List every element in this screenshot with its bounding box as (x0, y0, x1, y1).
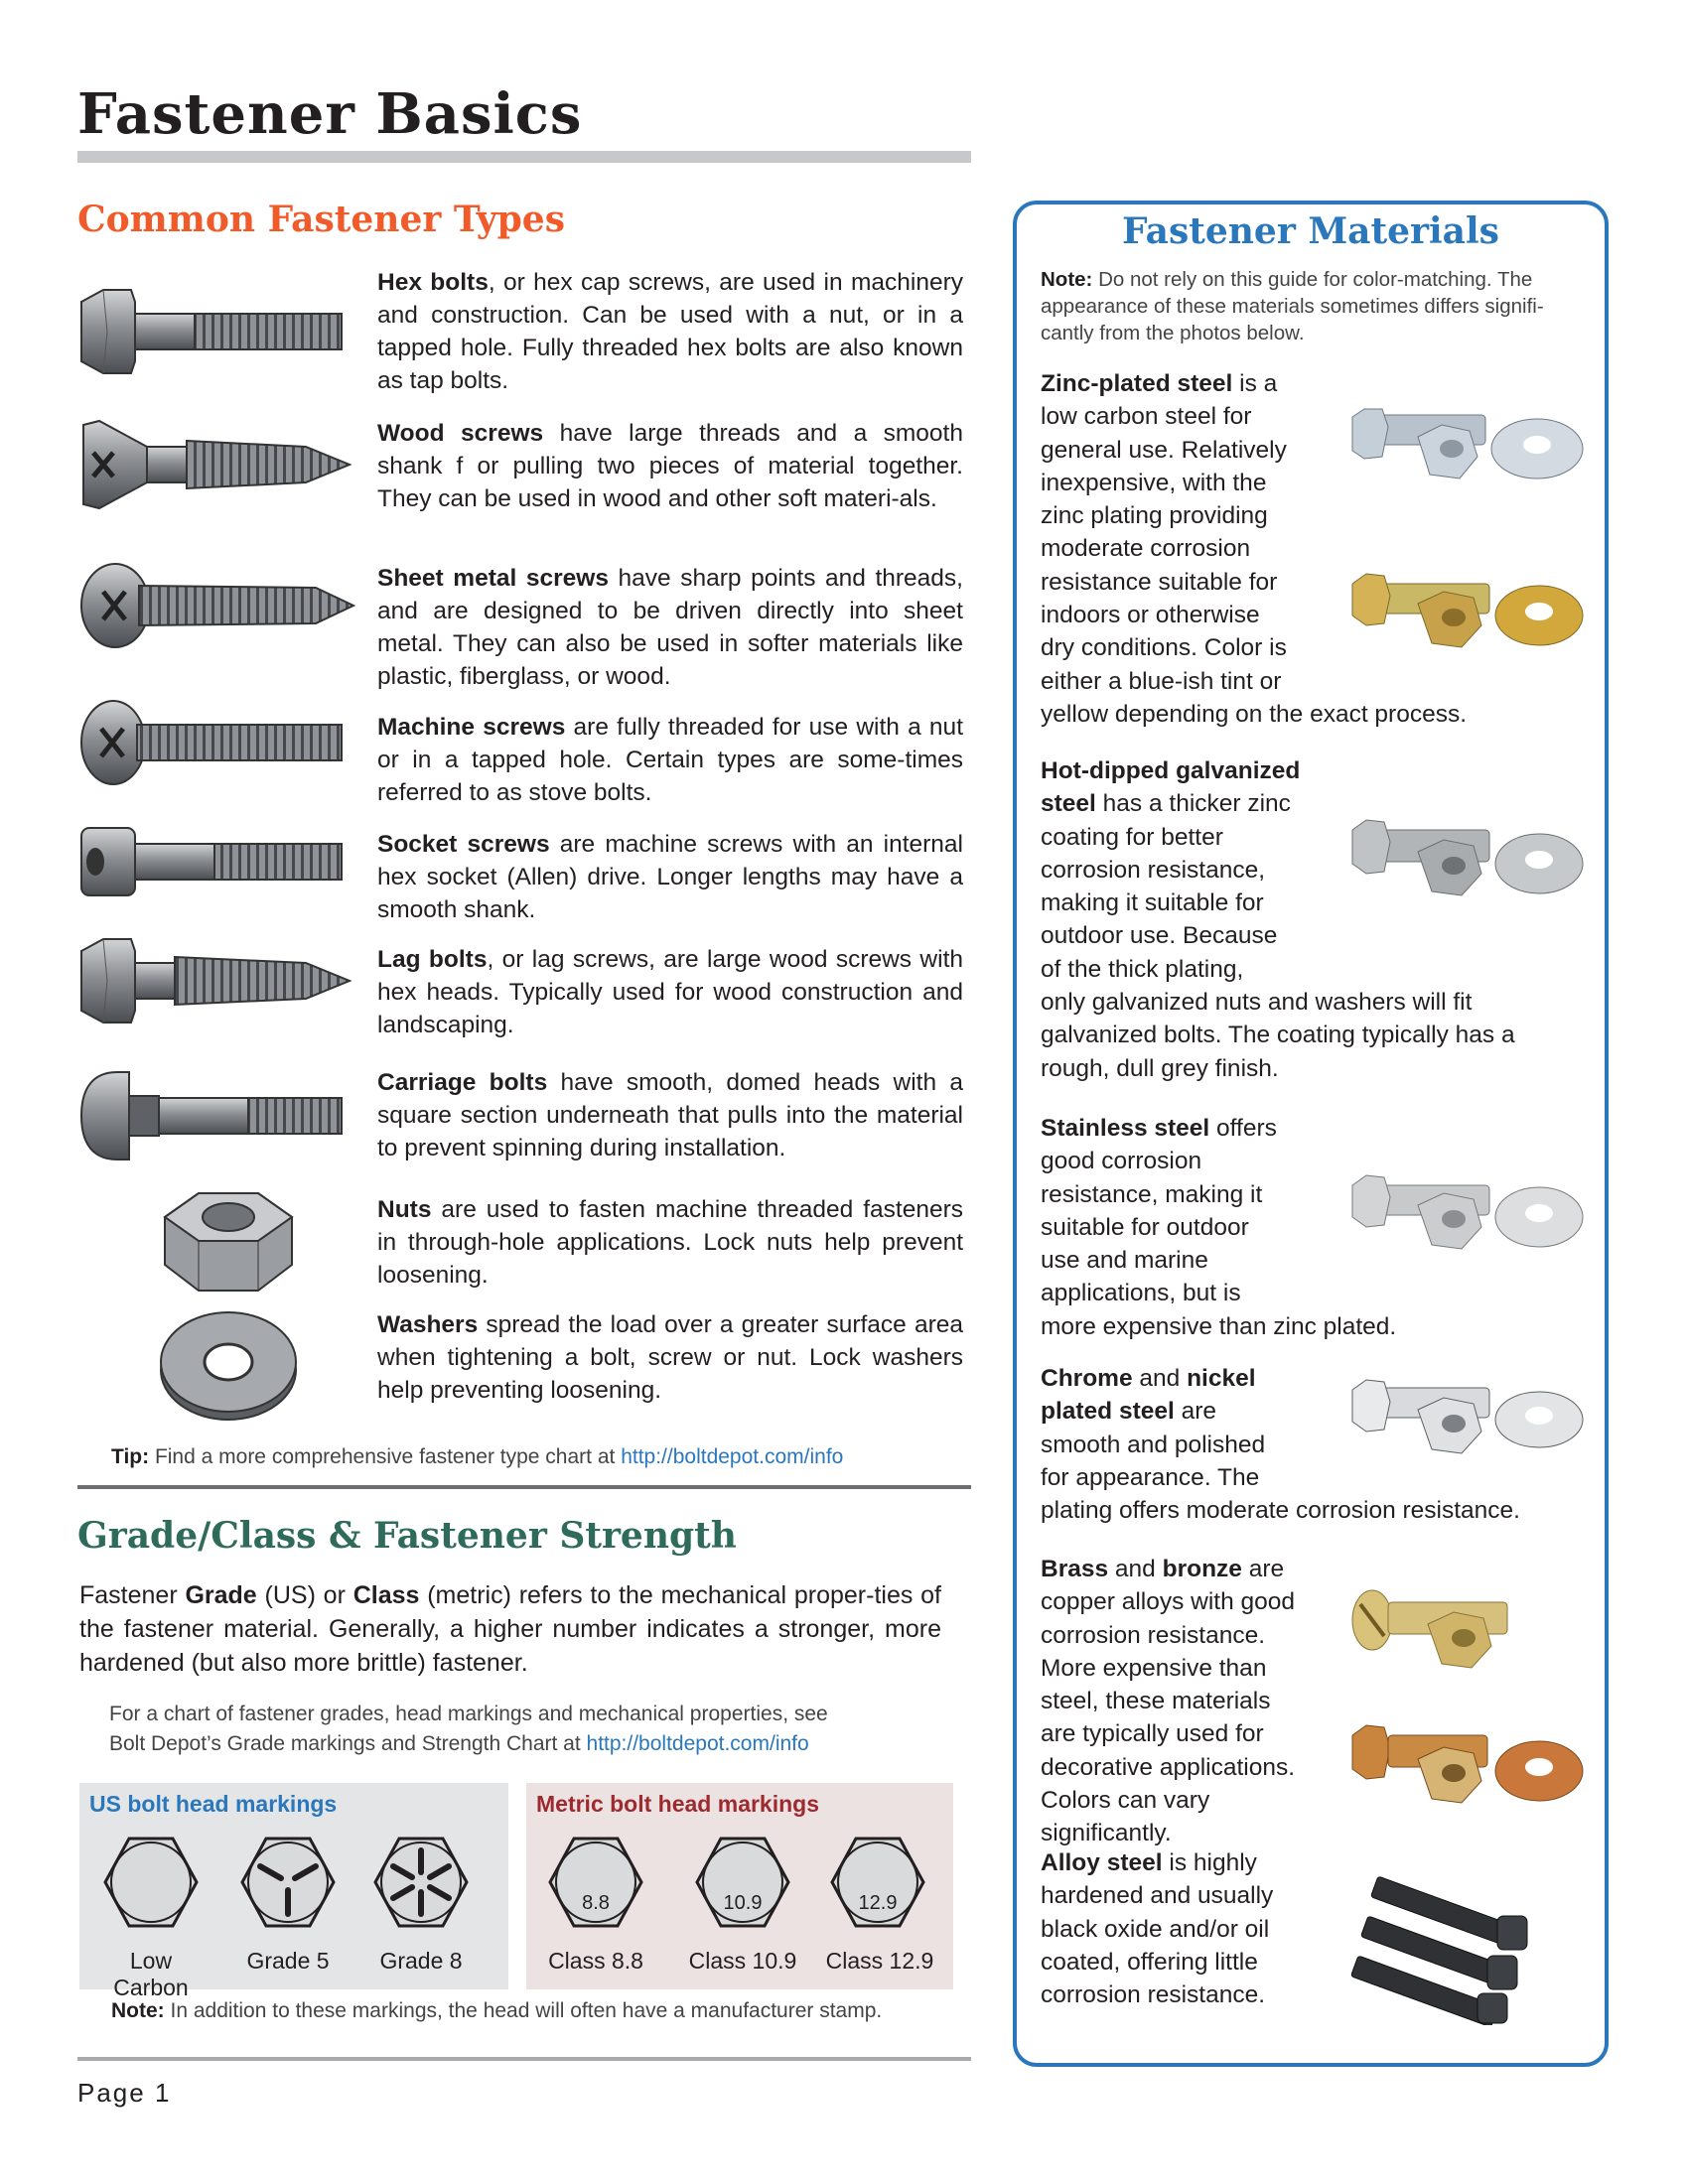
head-note: Note: In addition to these markings, the head will often have a manufacturer stamp. (111, 1999, 883, 2022)
tip-link[interactable]: http://boltdepot.com/info (621, 1445, 844, 1468)
us-label: Grade 5 (246, 1948, 330, 1974)
machine-screw-desc: Machine screws are fully threaded for use with a nut or in a tapped hole. Certain types are some-times referred to as stove bolts. (377, 714, 963, 806)
class-10-9-head-icon (695, 1835, 790, 1930)
type-name: Machine screws (377, 714, 566, 741)
washers-desc: Washers spread the load over a greater surface area when tightening a bolt, screw or nut. Lock washers help preventing loosening. (377, 1311, 963, 1404)
carriage-bolt-desc: Carriage bolts have smooth, domed heads with a square section underneath that pulls into the material to prevent spinning during installation. (377, 1069, 963, 1161)
lag-bolt-desc: Lag bolts, or lag screws, are large wood screws with hex heads. Typically used for wood construction and landscaping. (377, 946, 963, 1038)
grade-8-head-icon (373, 1835, 469, 1930)
chrome-photo-icon (1348, 1360, 1587, 1469)
title-divider (77, 151, 971, 163)
nuts-desc: Nuts are used to fasten machine threaded fasteners in through-hole applications. Lock nuts help prevent loosening. (377, 1196, 963, 1289)
us-panel-title: US bolt head markings (89, 1791, 338, 1817)
wood-screw-icon (77, 417, 355, 512)
socket-screw-icon (77, 824, 346, 899)
metric-markings-panel (526, 1783, 953, 1989)
chrome-text: Chrome and nickel plated steel are smooth and polished for appearance. The plating offers moderate corrosion resistance. (1041, 1365, 1520, 1525)
zinc-text: Zinc-plated steel is a low carbon steel for general use. Relatively inexpensive, with the zinc plating providing moderate corrosion resistance suitable for indoors or otherwise dry conditions. Color is either a blue-ish tint or yellow depending on the exact process. (1041, 370, 1468, 728)
hex-bolt-desc: Hex bolts, or hex cap screws, are used in machinery and construction. Can be used with a nut, or in a tapped hole. Fully threaded hex bolts are also known as tap bolts. (377, 269, 963, 394)
class-8-8-head-icon (548, 1835, 643, 1930)
sheet-metal-screw-icon (77, 558, 355, 653)
us-label: Low Carbon (113, 1948, 189, 2000)
lag-bolt-icon (77, 933, 355, 1028)
us-label: Grade 8 (379, 1948, 463, 1974)
alloy-steel-photo-icon (1348, 1866, 1587, 2025)
materials-heading: Fastener Materials (1122, 210, 1499, 252)
grade-heading: Grade/Class & Fastener Strength (77, 1515, 737, 1557)
tip-line: Tip: Find a more comprehensive fastener type chart at http://boltdepot.com/info (111, 1445, 844, 1468)
page-number: Page 1 (77, 2078, 172, 2108)
types-heading: Common Fastener Types (77, 199, 565, 240)
head-stamp: 8.8 (582, 1892, 610, 1914)
stainless-text: Stainless steel offers good corrosion resistance, making it suitable for outdoor use and marine applications, but is more expensive than zinc plated. (1041, 1115, 1397, 1340)
metric-label: Class 10.9 (688, 1948, 797, 1974)
type-name: Hex bolts (377, 269, 489, 296)
type-name: Socket screws (377, 831, 550, 858)
low-carbon-head-icon (103, 1835, 199, 1930)
hex-bolt-icon (77, 284, 346, 379)
type-name: Sheet metal screws (377, 565, 609, 592)
footer-divider (77, 2057, 971, 2061)
galvanized-photo-icon (1348, 800, 1587, 909)
grade-paragraph: Fastener Grade (US) or Class (metric) refers to the mechanical proper-ties of the fastener material. Generally, a higher number indicates a stronger, more hardened (but also more brittle) fastener. (79, 1581, 941, 1677)
us-markings-panel (79, 1783, 508, 2000)
socket-screw-desc: Socket screws are machine screws with an internal hex socket (Allen) drive. Longer lengths may have a smooth shank. (377, 831, 963, 923)
metric-label: Class 8.8 (548, 1948, 643, 1974)
alloy-text: Alloy steel is highly hardened and usually black oxide and/or oil coated, offering little corrosion resistance. (1041, 1849, 1274, 2009)
type-name: Nuts (377, 1196, 432, 1223)
metric-label: Class 12.9 (825, 1948, 934, 1974)
section-divider (77, 1485, 971, 1489)
type-name: Wood screws (377, 420, 544, 447)
sheet-metal-screw-desc: Sheet metal screws have sharp points and threads, and are designed to be driven directly into sheet metal. They can also be used in softer materials like plastic, fiberglass, or wood. (377, 565, 963, 690)
type-name: Washers (377, 1311, 479, 1338)
grade-5-head-icon (240, 1835, 336, 1930)
zinc-yellow-photo-icon (1348, 550, 1587, 659)
materials-note: Note: Do not rely on this guide for color-matching. The appearance of these materials sometimes differs signifi-cantly from the photos below. (1041, 268, 1544, 344)
type-name: Lag bolts (377, 946, 488, 973)
class-12-9-head-icon (830, 1835, 925, 1930)
brass-photo-icon (1348, 1565, 1587, 1676)
galvanized-text: Hot-dipped galvanized steel has a thicker zinc coating for better corrosion resistance, making it suitable for outdoor use. Because of the thick plating, only galvanized nuts and washers will fit galvanized bolts. The coating typically has a rough, dull grey finish. (1041, 757, 1515, 1082)
washer-icon (157, 1306, 300, 1424)
chart-link[interactable]: http://boltdepot.com/info (586, 1732, 809, 1755)
hex-nut-icon (159, 1187, 298, 1297)
carriage-bolt-icon (77, 1066, 346, 1165)
zinc-blue-photo-icon (1348, 387, 1587, 496)
bronze-photo-icon (1348, 1706, 1587, 1817)
page-title: Fastener Basics (77, 81, 583, 147)
brass-text: Brass and bronze are copper alloys with good corrosion resistance. More expensive than steel, these materials are typically used for decorative applications. Colors can vary significantly. (1041, 1556, 1296, 1847)
head-stamp: 10.9 (723, 1892, 763, 1914)
wood-screw-desc: Wood screws have large threads and a smooth shank f or pulling two pieces of material together. They can be used in wood and other soft materi-als. (377, 420, 963, 512)
machine-screw-icon (77, 695, 346, 790)
type-name: Carriage bolts (377, 1069, 548, 1096)
stainless-photo-icon (1348, 1156, 1587, 1265)
chart-reference: For a chart of fastener grades, head markings and mechanical properties, see Bolt Depot’s Grade markings and Strength Chart at http://boltdepot.com/info (109, 1703, 828, 1755)
metric-panel-title: Metric bolt head markings (536, 1791, 820, 1817)
head-stamp: 12.9 (858, 1892, 898, 1914)
